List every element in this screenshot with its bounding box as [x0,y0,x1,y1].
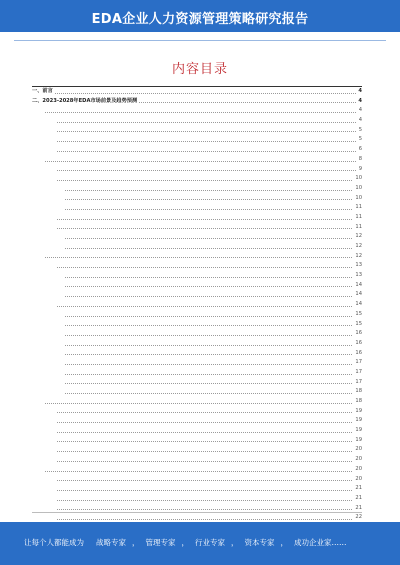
toc-dot-leader [54,451,356,452]
toc-entry[interactable] [32,232,362,242]
toc-entry-label [62,350,64,356]
toc-entry-page: 20 [353,465,362,475]
toc-entry-page: 13 [353,271,362,281]
toc-entry[interactable] [32,106,362,116]
toc-dot-leader [54,228,356,229]
toc-dot-leader [54,122,356,123]
toc-entry-label [42,398,44,404]
report-title: EDA企业人力资源管理策略研究报告 [91,12,309,27]
toc-entry[interactable] [32,213,362,223]
toc-entry-page: 21 [353,494,362,504]
toc-entry-label [62,369,64,375]
toc-entry[interactable] [32,252,362,262]
toc-dot-leader [54,490,356,491]
toc-entry-page: 19 [353,436,362,446]
toc-entry-page: 21 [353,504,362,514]
toc-entry-label [62,185,64,191]
toc-dot-leader [32,93,356,94]
toc-entry-label [54,127,56,133]
toc-entry-label [62,243,64,249]
toc-dot-leader [62,248,356,249]
toc-entry[interactable] [32,223,362,233]
toc-entry[interactable] [32,475,362,485]
footer-slogan-part: 战略专家 [96,538,126,547]
toc-entry-label [54,456,56,462]
toc-entry-page: 19 [353,416,362,426]
toc-dot-leader [54,461,356,462]
toc-entry-label: 二、2023-2028年EDA市场前景及趋势预测 [32,97,138,104]
toc-entry[interactable] [32,194,362,204]
toc-entry-label [54,301,56,307]
toc-entry-label [54,262,56,268]
toc-entry-page: 5 [357,126,362,136]
toc-dot-leader [62,316,356,317]
toc-dot-leader [54,480,356,481]
footer-bar [0,522,400,565]
header-divider [14,40,386,41]
toc-entry[interactable] [32,465,362,475]
toc-entry-label [54,408,56,414]
toc-dot-leader [54,509,356,510]
toc-entry-page: 15 [353,310,362,320]
toc-entry[interactable] [32,368,362,378]
toc-dot-leader [62,354,356,355]
toc-dot-leader [62,374,356,375]
toc-entry-page: 16 [353,329,362,339]
toc-entry[interactable] [32,135,362,145]
toc-entry-page: 11 [353,213,362,223]
toc-entry-page: 14 [353,300,362,310]
toc-entry-label [54,117,56,123]
footer-slogan-part: 成功企业家…… [294,538,347,547]
toc-dot-leader [62,209,356,210]
toc-dot-leader [62,296,356,297]
toc-entry[interactable] [32,203,362,213]
toc-entry-label [54,485,56,491]
toc-entry-label [62,321,64,327]
toc-entry-page: 10 [353,174,362,184]
toc-entry-label [62,311,64,317]
toc-entry-page: 13 [353,261,362,271]
table-of-contents [32,86,362,523]
toc-entry-page: 18 [353,387,362,397]
toc-entry-label [62,272,64,278]
toc-entry-page: 4 [356,97,362,107]
toc-entry-page: 21 [353,484,362,494]
toc-entry-page: 14 [353,290,362,300]
toc-dot-leader [42,112,356,113]
footer-slogan-part: 让每个人都能成为 [24,538,84,547]
toc-entry-label [62,330,64,336]
toc-entry-page: 12 [353,242,362,252]
toc-entry-page: 20 [353,475,362,485]
toc-entry-page: 17 [353,368,362,378]
toc-dot-leader [42,471,356,472]
toc-entry-label [54,214,56,220]
toc-dot-leader [62,238,356,239]
footer-separator: ， [280,538,288,547]
toc-dot-leader [54,131,356,132]
toc-dot-leader [54,412,356,413]
toc-entry-label [62,388,64,394]
toc-dot-leader [62,383,356,384]
toc-entry[interactable] [32,378,362,388]
toc-entry-label [54,136,56,142]
toc-entry-page: 6 [357,145,362,155]
toc-entry-label [62,204,64,210]
toc-entry-page: 10 [353,184,362,194]
toc-entry-page: 10 [353,194,362,204]
toc-entry-page: 4 [357,116,362,126]
toc-dot-leader [54,180,356,181]
toc-entry-page: 8 [357,155,362,165]
footer-slogan-part: 行业专家 [195,538,225,547]
footer-slogan [24,537,347,548]
toc-entry-page: 20 [353,455,362,465]
toc-entry[interactable] [32,387,362,397]
toc-entry-label [62,195,64,201]
toc-entry-page: 20 [353,445,362,455]
toc-dot-leader [42,403,356,404]
toc-dot-leader [62,325,356,326]
toc-entry[interactable] [32,349,362,359]
toc-entry-page: 17 [353,358,362,368]
toc-entry-page: 19 [353,407,362,417]
toc-entry-label [54,146,56,152]
toc-entry-label [54,224,56,230]
toc-entry-label [42,466,44,472]
toc-entry[interactable] [32,436,362,446]
toc-entry-label [54,495,56,501]
toc-entry-label [54,476,56,482]
toc-dot-leader [54,267,356,268]
toc-entry[interactable] [32,184,362,194]
toc-dot-leader [62,364,356,365]
toc-dot-leader [62,199,356,200]
toc-entry[interactable] [32,320,362,330]
toc-entry[interactable] [32,242,362,252]
toc-entry[interactable] [32,145,362,155]
bottom-divider [32,512,362,513]
toc-entry[interactable] [32,116,362,126]
toc-entry-label [62,282,64,288]
footer-slogan-part: 管理专家 [145,538,176,547]
footer-separator: ， [231,538,239,547]
toc-entry[interactable] [32,165,362,175]
toc-entry-label [42,107,44,113]
toc-entry[interactable] [32,174,362,184]
toc-entry-label [54,175,56,181]
toc-dot-leader [42,257,356,258]
toc-entry[interactable] [32,445,362,455]
toc-dot-leader [62,393,356,394]
toc-dot-leader [54,170,356,171]
toc-dot-leader [54,219,356,220]
toc-dot-leader [62,286,356,287]
toc-entry-label [54,437,56,443]
toc-entry-label [54,166,56,172]
toc-entry-page: 4 [356,87,362,97]
toc-dot-leader [62,335,356,336]
toc-entry[interactable] [32,290,362,300]
toc-entry-page: 16 [353,349,362,359]
toc-entry-label [62,379,64,385]
toc-entry-label [54,417,56,423]
toc-dot-leader [62,190,356,191]
toc-dot-leader [54,306,356,307]
toc-entry-page: 16 [353,339,362,349]
footer-separator: ， [132,538,140,547]
toc-entry-page: 15 [353,320,362,330]
toc-entry-label [62,291,64,297]
toc-entry-label [42,253,44,259]
toc-dot-leader [42,161,356,162]
toc-entry-label [54,427,56,433]
toc-entry-page: 12 [353,252,362,262]
toc-dot-leader [54,432,356,433]
toc-entry[interactable] [32,494,362,504]
toc-entry-label [62,359,64,365]
toc-entry[interactable] [32,484,362,494]
toc-entry[interactable] [32,426,362,436]
toc-entry[interactable] [32,339,362,349]
toc-entry-page: 5 [357,135,362,145]
toc-entry-page: 12 [353,232,362,242]
toc-dot-leader [62,277,356,278]
toc-entry-label [54,505,56,511]
toc-entry-page: 4 [357,106,362,116]
toc-entry-page: 11 [353,203,362,213]
toc-dot-leader [54,141,356,142]
toc-entry-label [42,156,44,162]
toc-dot-leader [54,519,356,520]
toc-entry[interactable] [32,455,362,465]
toc-entry-label: 一、前言 [32,88,53,94]
toc-entry-page: 14 [353,281,362,291]
toc-entry[interactable] [32,271,362,281]
toc-entry[interactable] [32,397,362,407]
toc-entry[interactable] [32,97,362,107]
toc-title: 内容目录 [171,62,228,77]
toc-entry[interactable] [32,126,362,136]
toc-entry-label [62,340,64,346]
toc-dot-leader [54,151,356,152]
toc-entry-label [62,233,64,239]
toc-entry[interactable] [32,358,362,368]
toc-dot-leader [54,441,356,442]
footer-slogan-part: 资本专家 [244,538,275,547]
toc-entry[interactable] [32,281,362,291]
report-header [0,0,400,46]
toc-entry-page: 9 [357,165,362,175]
toc-dot-leader [62,345,356,346]
toc-entry[interactable] [32,416,362,426]
toc-dot-leader [54,422,356,423]
toc-entry-label [54,446,56,452]
toc-entry-page: 22 [353,513,362,523]
toc-entry-page: 17 [353,378,362,388]
toc-entry-page: 11 [353,223,362,233]
toc-entry[interactable] [32,329,362,339]
toc-entry[interactable] [32,86,362,97]
toc-entry-page: 19 [353,426,362,436]
footer-separator: ， [181,538,189,547]
toc-entry-page: 18 [353,397,362,407]
toc-entry[interactable] [32,300,362,310]
toc-entry[interactable] [32,310,362,320]
toc-entry-label [54,514,56,520]
toc-entry[interactable] [32,261,362,271]
toc-entry[interactable] [32,155,362,165]
toc-entry[interactable] [32,407,362,417]
toc-dot-leader [54,500,356,501]
